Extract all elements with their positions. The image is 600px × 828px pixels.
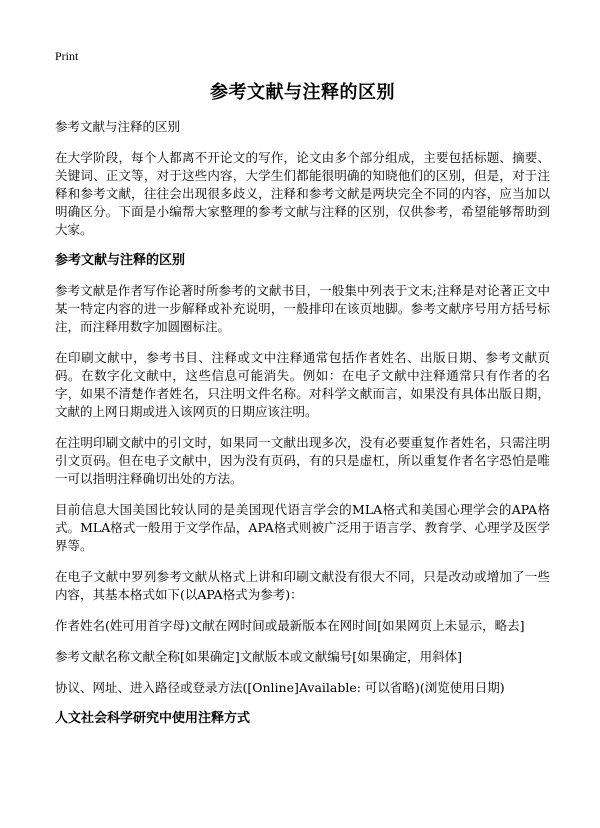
paragraph-mla-apa: 目前信息大国美国比较认同的是美国现代语言学会的MLA格式和美国心理学会的APA格式。MLA格式一般用于文学作品，APA格式则被广泛用于语言学、教育学、心理学及医学界等。 — [55, 502, 550, 553]
section-heading-difference: 参考文献与注释的区别 — [55, 253, 186, 268]
paragraph-print-vs-digital: 在印刷文献中，参考书目、注释或文中注释通常包括作者姓名、出版日期、参考文献页码。在数字化文献中，这些信息可能消失。例如：在电子文献中注释通常只有作者的名字，如果不清楚作者姓名，只注明文件名称。对科学文献而言，如果没有具体出版日期，文献的上网日期或进入该网页的日期应该注明。 — [55, 350, 550, 419]
print-link[interactable]: Print — [55, 49, 79, 63]
paragraph-repeat-citation: 在注明印刷文献中的引文时，如果同一文献出现多次，没有必要重复作者姓名，只需注明引文页码。但在电子文献中，因为没有页码，有的只是虚杠，所以重复作者名字恐怕是唯一可以指明注释确切出处的方法。 — [55, 435, 550, 486]
section-heading-humanities: 人文社会科学研究中使用注释方式 — [55, 711, 251, 726]
paragraph-format-author: 作者姓名(姓可用首字母)文献在网时间或最新版本在网时间[如果网页上未显示，略去] — [55, 618, 525, 633]
paragraph-format-title: 参考文献名称文献全称[如果确定]文献版本或文献编号[如果确定，用斜体] — [55, 649, 463, 664]
paragraph-format-intro: 在电子文献中罗列参考文献从格式上讲和印刷文献没有很大不同，只是改动或增加了一些内容，其基本格式如下(以APA格式为参考)： — [55, 569, 550, 602]
intro-label: 参考文献与注释的区别 — [55, 119, 181, 134]
document-title: 参考文献与注释的区别 — [210, 82, 395, 103]
paragraph-definition: 参考文献是作者写作论著时所参考的文献书目，一般集中列表于文末;注释是对论著正文中某一特定内容的进一步解释或补充说明，一般排印在该页地脚。参考文献序号用方括号标注，而注释用数字加圆圈标注。 — [55, 283, 550, 334]
paragraph-format-protocol: 协议、网址、进入路径或登录方法([Online]Available: 可以省略)(浏览使用日期) — [55, 680, 505, 695]
paragraph-intro: 在大学阶段，每个人都离不开论文的写作，论文由多个部分组成，主要包括标题、摘要、关键词、正文等，对于这些内容，大学生们都能很明确的知晓他们的区别，但是，对于注释和参考文献，往往会出现很多歧义，注释和参考文献是两块完全不同的内容，应当加以明确区分。下面是小编帮大家整理的参考文献与注释的区别，仅供参考，希望能够帮助到大家。 — [55, 150, 550, 237]
